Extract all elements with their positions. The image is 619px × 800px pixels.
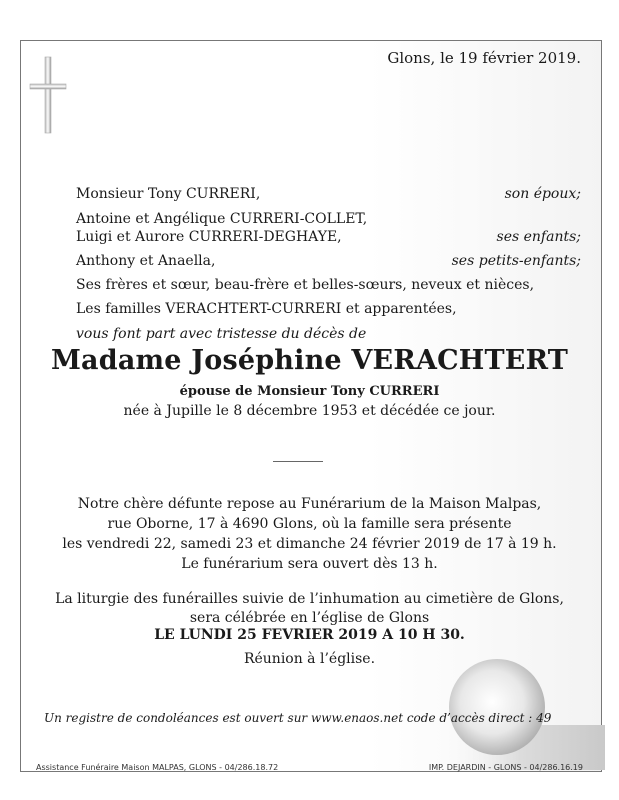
family-row bbox=[76, 186, 581, 206]
condolence-registry-note: Un registre de condoléances est ouvert sur www.enaos.net code d’accès direct : 49 bbox=[44, 711, 552, 725]
deceased-name: Madame Joséphine VERACHTERT bbox=[50, 345, 569, 376]
family-names: Anthony et Anaella, bbox=[76, 253, 216, 269]
family-row bbox=[76, 277, 581, 297]
family-row bbox=[76, 253, 581, 273]
funeral-home-line: Notre chère défunte repose au Funérarium de la Maison Malpas, bbox=[77, 496, 542, 512]
family-names: Monsieur Tony CURRERI, bbox=[76, 186, 261, 202]
funeral-home-footer: Assistance Funéraire Maison MALPAS, GLONS - 04/286.18.72 bbox=[36, 763, 279, 772]
family-names: Antoine et Angélique CURRERI-COLLET, bbox=[76, 211, 368, 227]
liturgy-line: La liturgie des funérailles suivie de l’inhumation au cimetière de Glons, bbox=[55, 591, 564, 607]
liturgy-date: LE LUNDI 25 FEVRIER 2019 A 10 H 30. bbox=[154, 627, 465, 643]
family-names: Luigi et Aurore CURRERI-DEGHAYE, bbox=[76, 229, 342, 245]
family-row bbox=[76, 301, 581, 321]
spouse-line: épouse de Monsieur Tony CURRERI bbox=[179, 384, 440, 399]
family-row bbox=[76, 211, 581, 231]
divider bbox=[273, 461, 323, 462]
cross-icon bbox=[28, 55, 68, 135]
family-relation: ses petits-enfants; bbox=[451, 253, 581, 269]
printer-footer: IMP. DEJARDIN - GLONS - 04/286.16.19 bbox=[428, 763, 583, 772]
reunion-line: Réunion à l’église. bbox=[243, 651, 376, 667]
family-relation: ses enfants; bbox=[496, 229, 581, 245]
funeral-home-line: rue Oborne, 17 à 4690 Glons, où la famille sera présente bbox=[107, 516, 512, 532]
family-names: Les familles VERACHTERT-CURRERI et apparentées, bbox=[76, 301, 457, 317]
birth-death-line: née à Jupille le 8 décembre 1953 et décédée ce jour. bbox=[123, 403, 496, 419]
family-row bbox=[76, 229, 581, 249]
liturgy-line: sera célébrée en l’église de Glons bbox=[189, 610, 430, 626]
announcement-intro: vous font part avec tristesse du décès de bbox=[76, 326, 367, 342]
family-relation: son époux; bbox=[504, 186, 581, 202]
funeral-home-line: les vendredi 22, samedi 23 et dimanche 24 février 2019 de 17 à 19 h. bbox=[62, 536, 557, 552]
family-names: Ses frères et sœur, beau-frère et belles-sœurs, neveux et nièces, bbox=[76, 277, 535, 293]
funeral-home-line: Le funérarium sera ouvert dès 13 h. bbox=[181, 556, 438, 572]
announcement-date: Glons, le 19 février 2019. bbox=[387, 49, 581, 67]
